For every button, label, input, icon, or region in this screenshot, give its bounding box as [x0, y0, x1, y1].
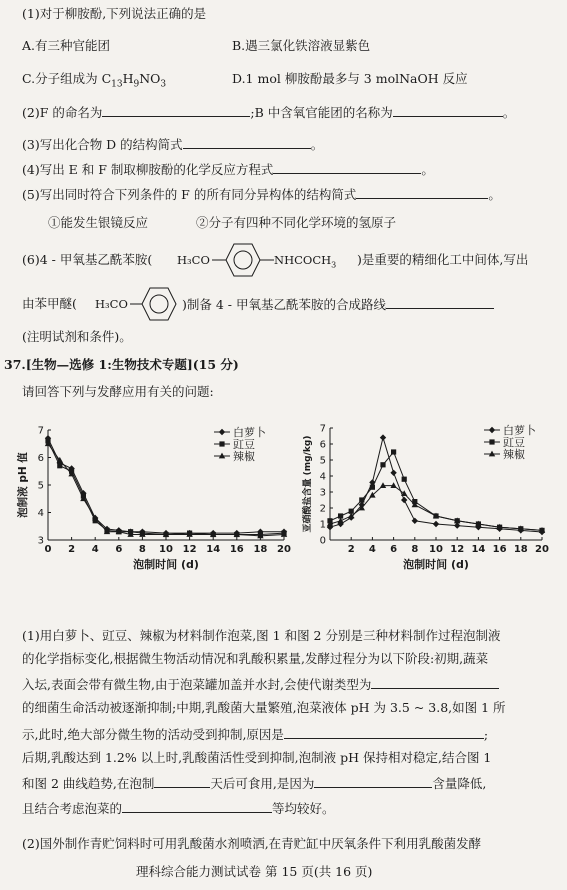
q36-part6-line2-tail: )制备 4 - 甲氧基乙酰苯胺的合成路线: [182, 296, 494, 313]
y-tick-label: 5: [319, 455, 326, 467]
q36-part6-line2: 由苯甲醚(: [22, 296, 77, 311]
q36-condition-1: ①能发生银镜反应: [48, 215, 149, 230]
q36-option-b: B.遇三氯化铁溶液显紫色: [232, 38, 371, 53]
structure-anisole-h3co: H₃CO: [95, 297, 128, 311]
answer-blank-reason[interactable]: [284, 726, 484, 739]
x-tick-label: 2: [347, 544, 355, 555]
page-footer: 理科综合能力测试试卷 第 15 页(共 16 页): [136, 864, 373, 879]
legend-marker: [489, 439, 494, 444]
y-tick-label: 7: [319, 423, 326, 435]
data-point: [412, 518, 418, 524]
x-tick-label: 16: [492, 544, 507, 555]
q36-option-c: C.分子组成为 $C_{13}H_9NO_3$: [22, 71, 167, 90]
x-tick-label: 8: [138, 544, 146, 555]
y-tick-label: 0: [319, 535, 326, 547]
benzene-ring-icon: [212, 238, 274, 282]
series-line: [330, 452, 542, 530]
ph-chart: [14, 414, 292, 594]
y-tick-label: 4: [319, 471, 326, 483]
x-tick-label: 10: [429, 544, 443, 555]
y-tick-label: 4: [37, 508, 44, 519]
q36-option-d: D.1 mol 柳胺酚最多与 3 molNaOH 反应: [232, 71, 468, 86]
x-tick-label: 18: [513, 544, 528, 555]
y-tick-label: 2: [319, 503, 326, 515]
q37-para1-line4: 的细菌生命活动被逐渐抑制;中期,乳酸菌大量繁殖,泡菜液体 pH 为 3.5 ~ 3.8,如图 1 所: [22, 700, 506, 715]
data-point: [391, 449, 396, 454]
answer-blank-quality[interactable]: [122, 800, 272, 813]
legend-label: 白萝卜: [503, 424, 536, 437]
legend-marker: [219, 441, 224, 446]
x-tick-label: 14: [471, 544, 486, 555]
q36-part3: (3)写出化合物 D 的结构简式 。: [22, 137, 324, 152]
x-axis-label: 泡制时间 (d): [133, 558, 199, 571]
x-tick-label: 18: [253, 544, 268, 555]
x-tick-label: 12: [450, 544, 465, 555]
y-axis-label: 亚硝酸盐含量 (mg/kg): [303, 435, 313, 533]
q37-para1-line3: 入坛,表面会带有微生物,由于泡菜罐加盖并水封,会使代谢类型为: [22, 676, 499, 693]
x-tick-label: 14: [206, 544, 221, 555]
data-point: [380, 462, 385, 467]
q36-part5: (5)写出同时符合下列条件的 F 的所有同分异构体的结构简式 。: [22, 187, 501, 202]
q36-part6-line1: (6)4 - 甲氧基乙酰苯胺(: [22, 252, 153, 267]
q36-option-a: A.有三种官能团: [22, 38, 111, 53]
q37-para1-line7: 和图 2 曲线趋势,在泡制 天后可食用,是因为 含量降低,: [22, 776, 487, 791]
y-tick-label: 6: [319, 439, 326, 451]
structure-nhcoch3-label: $NHCOCH_3$: [274, 253, 337, 270]
y-tick-label: 7: [37, 425, 44, 437]
x-tick-label: 20: [535, 544, 549, 555]
y-tick-label: 1: [319, 519, 326, 531]
data-point: [359, 497, 364, 502]
y-tick-label: 3: [319, 487, 326, 499]
legend-label: 辣椒: [503, 448, 525, 461]
legend-label: 豇豆: [503, 436, 525, 449]
q37-para2: (2)国外制作青贮饲料时可用乳酸菌水剂喷洒,在青贮缸中厌氧条件下利用乳酸菌发酵: [22, 836, 482, 851]
q36-part1-stem: (1)对于柳胺酚,下列说法正确的是: [22, 6, 207, 21]
y-tick-label: 5: [37, 480, 44, 492]
legend-marker: [489, 427, 495, 433]
answer-blank-f-name[interactable]: [102, 104, 250, 117]
data-point: [370, 485, 375, 490]
x-tick-label: 10: [159, 544, 173, 555]
q37-para1-line1: (1)用白萝卜、豇豆、辣椒为材料制作泡菜,图 1 和图 2 分别是三种材料制作过程泡制液: [22, 628, 501, 643]
answer-blank-cause[interactable]: [314, 775, 432, 788]
q36-part6-line3: (注明试剂和条件)。: [22, 329, 132, 344]
legend-marker: [219, 429, 225, 435]
q37-header: 37.[生物—选修 1:生物技术专题](15 分): [4, 357, 239, 372]
q36-part6-line1-tail: )是重要的精细化工中间体,写出: [357, 252, 529, 267]
nitrite-chart: [300, 414, 560, 594]
structure-h3co-label: H₃CO: [177, 253, 210, 267]
data-point: [433, 521, 439, 527]
data-point: [57, 463, 62, 468]
y-tick-label: 3: [37, 535, 44, 547]
x-tick-label: 20: [277, 544, 291, 555]
data-point: [390, 470, 396, 476]
y-axis-label: 泡制液 pH 值: [17, 452, 29, 518]
x-tick-label: 8: [411, 544, 419, 555]
data-point: [402, 477, 407, 482]
x-axis-label: 泡制时间 (d): [403, 558, 469, 571]
x-tick-label: 4: [91, 544, 99, 555]
q37-para1-line8: 且结合考虑泡菜的 等均较好。: [22, 801, 335, 816]
q37-para1-line6: 后期,乳酸达到 1.2% 以上时,乳酸菌活性受到抑制,泡制液 pH 保持相对稳定,结合图 1: [22, 750, 492, 765]
benzene-ring-icon: [130, 282, 182, 326]
answer-blank-isomers[interactable]: [356, 186, 488, 199]
x-tick-label: 16: [229, 544, 244, 555]
answer-blank-synthesis[interactable]: [386, 296, 494, 309]
answer-blank-d-structure[interactable]: [183, 136, 311, 149]
x-tick-label: 4: [368, 544, 376, 555]
x-tick-label: 12: [182, 544, 197, 555]
x-tick-label: 0: [44, 544, 52, 555]
legend-label: 豇豆: [233, 438, 255, 451]
x-tick-label: 2: [68, 544, 76, 555]
q36-part2: (2)F 的命名为 ;B 中含氧官能团的名称为 。: [22, 105, 516, 120]
y-tick-label: 6: [37, 453, 44, 464]
data-point: [401, 497, 407, 503]
x-tick-label: 6: [390, 544, 398, 555]
legend-label: 辣椒: [233, 450, 255, 463]
legend-label: 白萝卜: [233, 426, 266, 439]
x-tick-label: 6: [115, 544, 123, 555]
answer-blank-equation[interactable]: [273, 161, 421, 174]
q36-condition-2: ②分子有四种不同化学环境的氢原子: [196, 215, 397, 230]
answer-blank-days[interactable]: [154, 775, 210, 788]
data-point: [380, 434, 386, 440]
answer-blank-metabolism[interactable]: [371, 676, 499, 689]
q37-para1-line5: 示,此时,绝大部分微生物的活动受到抑制,原因是 ;: [22, 727, 489, 742]
q37-para1-line2: 的化学指标变化,根据微生物活动情况和乳酸积累量,发酵过程分为以下阶段:初期,蔬菜: [22, 651, 489, 666]
answer-blank-b-group[interactable]: [393, 104, 503, 117]
q36-part4: (4)写出 E 和 F 制取柳胺酚的化学反应方程式 。: [22, 162, 434, 177]
q37-intro: 请回答下列与发酵应用有关的问题:: [22, 384, 214, 399]
